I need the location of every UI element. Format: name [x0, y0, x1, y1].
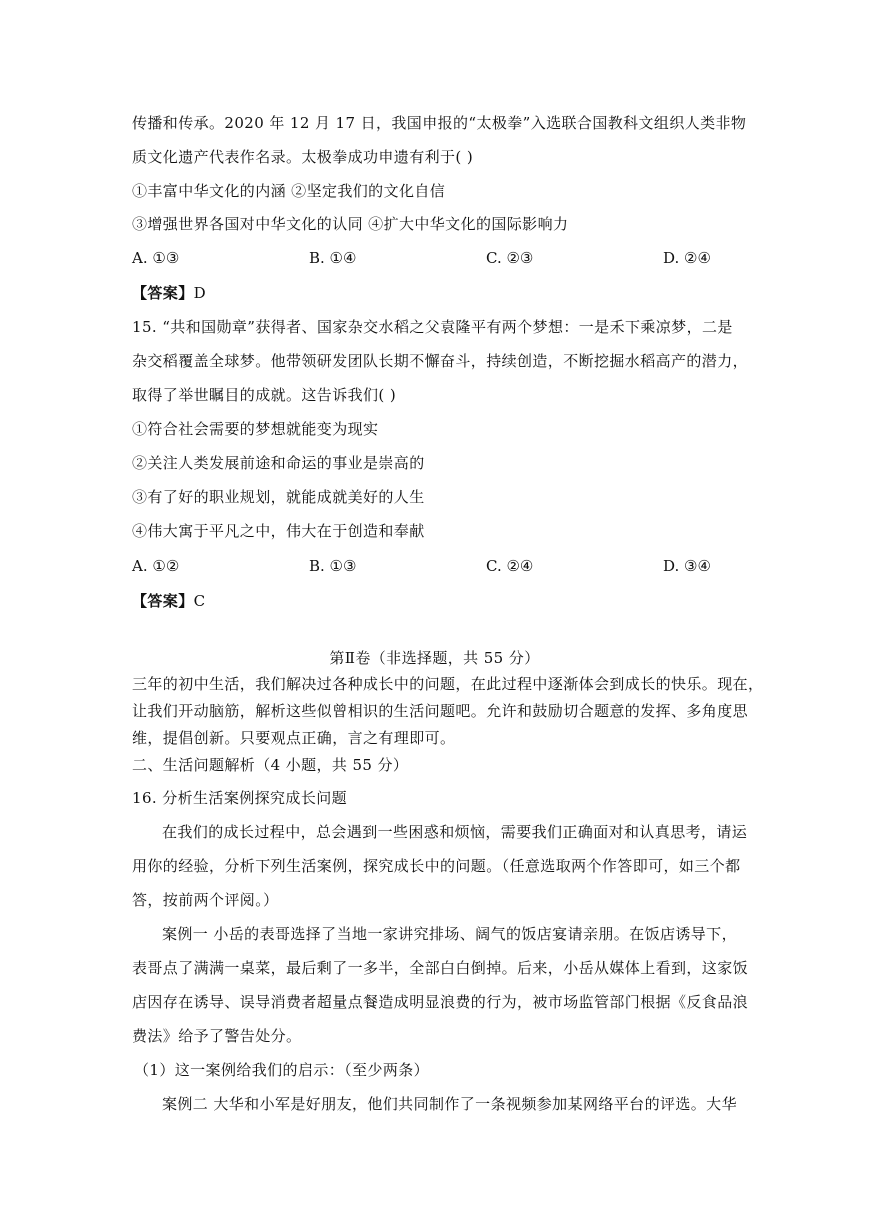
case1-text: 店因存在诱导、误导消费者超量点餐造成明显浪费的行为，被市场监管部门根据《反食品浪	[132, 993, 749, 1011]
answer-value: D	[193, 284, 207, 302]
case1-text: 案例一 小岳的表哥选择了当地一家讲究排场、阔气的饭店宴请亲朋。在饭店诱导下，	[162, 925, 737, 943]
part2-intro: 让我们开动脑筋，解析这些似曾相识的生活问题吧。允许和鼓励切合题意的发挥、多角度思	[132, 702, 749, 720]
q15-stem: 15. “共和国勋章”获得者、国家杂交水稻之父袁隆平有两个梦想：一是禾下乘凉梦，二是	[132, 318, 733, 336]
q15-statement: ②关注人类发展前途和命运的事业是崇高的	[132, 454, 425, 472]
section-title: 二、生活问题解析（4 小题，共 55 分）	[132, 756, 409, 774]
q14-option-d: D. ②④	[663, 249, 711, 267]
q15-option-d: D. ③④	[663, 557, 711, 575]
q16-intro: 在我们的成长过程中，总会遇到一些困惑和烦恼，需要我们正确面对和认真思考，请运	[162, 823, 748, 841]
answer-label: 【答案】	[132, 284, 194, 302]
q16-intro: 答，按前两个评阅。）	[132, 891, 279, 909]
case1-text: 费法》给予了警告处分。	[132, 1027, 302, 1045]
q15-statement: ③有了好的职业规划，就能成就美好的人生	[132, 488, 425, 506]
q14-line: 传播和传承。2020 年 12 月 17 日，我国申报的“太极拳”入选联合国教科文组织人类非物	[132, 114, 747, 132]
q14-answer	[132, 282, 742, 304]
q16-intro: 用你的经验，分析下列生活案例，探究成长中的问题。（任意选取两个作答即可，如三个都	[132, 857, 741, 875]
q14-option-b: B. ①④	[309, 249, 357, 267]
case2-text: 案例二 大华和小军是好朋友，他们共同制作了一条视频参加某网络平台的评选。大华	[162, 1095, 737, 1113]
q15-option-a: A. ①②	[132, 557, 180, 575]
q15-answer	[132, 590, 742, 612]
q15-stem: 取得了举世瞩目的成就。这告诉我们( )	[132, 386, 397, 404]
q16-title: 16. 分析生活案例探究成长问题	[132, 789, 348, 807]
q15-option-b: B. ①③	[309, 557, 357, 575]
q14-option-a: A. ①③	[132, 249, 180, 267]
q14-options	[132, 247, 742, 269]
q14-line: 质文化遗产代表作名录。太极拳成功申遗有利于( )	[132, 148, 474, 166]
part2-intro: 维，提倡创新。只要观点正确，言之有理即可。	[132, 729, 456, 747]
q15-stem: 杂交稻覆盖全球梦。他带领研发团队长期不懈奋斗，持续创造，不断挖掘水稻高产的潜力，	[132, 352, 749, 370]
answer-label: 【答案】	[132, 592, 194, 610]
part2-heading: 第Ⅱ卷（非选择题，共 55 分）	[329, 649, 540, 667]
sub-question-1: （1）这一案例给我们的启示：（至少两条）	[134, 1061, 430, 1079]
q15-statement: ④伟大寓于平凡之中，伟大在于创造和奉献	[132, 522, 425, 540]
q14-option-c: C. ②③	[486, 249, 534, 267]
answer-value: C	[193, 592, 206, 610]
part2-intro: 三年的初中生活，我们解决过各种成长中的问题，在此过程中逐渐体会到成长的快乐。现在，	[132, 675, 764, 693]
case1-text: 表哥点了满满一桌菜，最后剩了一多半，全部白白倒掉。后来，小岳从媒体上看到，这家饭	[132, 959, 749, 977]
q15-option-c: C. ②④	[486, 557, 534, 575]
q14-statement: ①丰富中华文化的内涵 ②坚定我们的文化自信	[132, 182, 446, 200]
q14-statement: ③增强世界各国对中华文化的认同 ④扩大中华文化的国际影响力	[132, 215, 569, 233]
q15-statement: ①符合社会需要的梦想就能变为现实	[132, 420, 379, 438]
q15-options	[132, 555, 742, 577]
